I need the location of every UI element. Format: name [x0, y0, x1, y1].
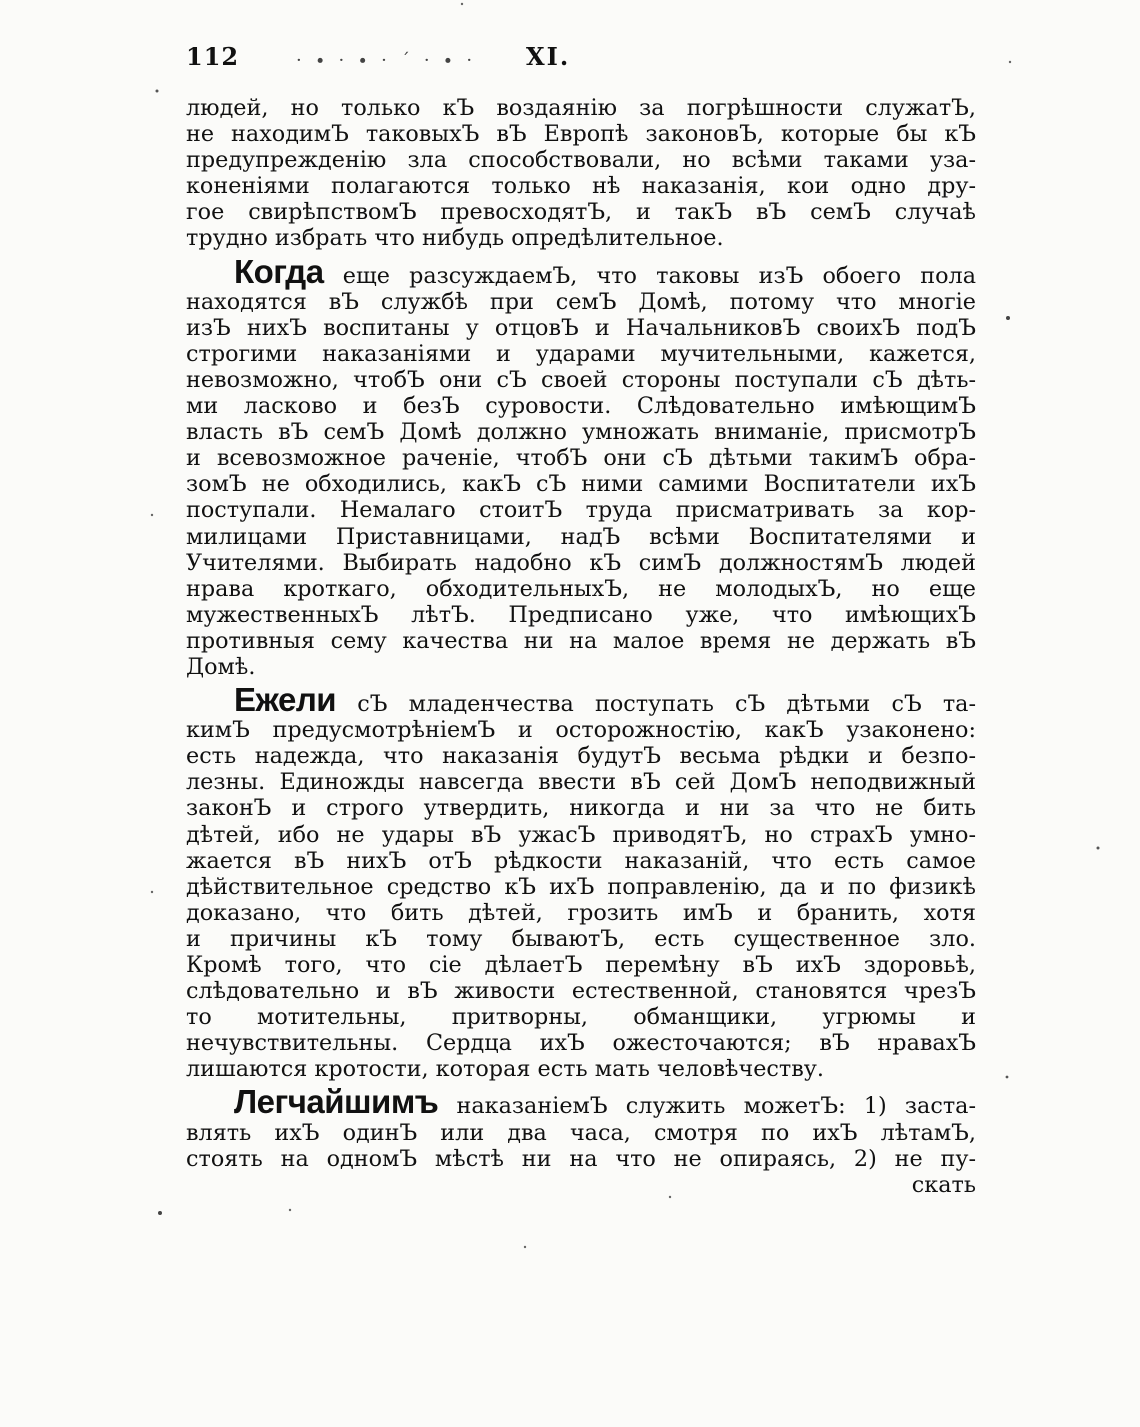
text-line: стоять на одномЪ мѣстѣ ни на что не опираясь, 2) не пу-: [186, 1145, 976, 1172]
text-line: есть надежда, что наказанія будутЪ весьма рѣдки и безпо-: [186, 743, 976, 770]
text-line: дѣтей, ибо не удары вЪ ужасЪ приводятЪ, но страхЪ умно-: [186, 821, 976, 848]
text-line: влять ихЪ одинЪ или два часа, смотря по ихЪ лѣтамЪ,: [186, 1119, 976, 1146]
text-line: предупрежденію зла способствовали, но всѣми таками уза-: [186, 147, 976, 174]
text-line: кимЪ предусмотрѣніемЪ и осторожностію, какЪ узаконено:: [186, 717, 976, 744]
text-line: находятся вЪ службѣ при семЪ Домѣ, потому что многіе: [186, 288, 976, 315]
text-line: [186, 681, 976, 719]
text-line: людей, но только кЪ воздаянію за погрѣшности служатЪ,: [186, 95, 976, 121]
page-number: 112: [186, 42, 240, 71]
text-line: мужественныхЪ лѣтЪ. Предписано уже, что имѣющихЪ: [186, 601, 976, 628]
text-line-rest: еще разсуждаемЪ, что таковы изЪ обоего пола: [342, 262, 976, 289]
paragraph-4: [186, 1083, 976, 1198]
header-ornament-dots: ·∙·∙·´·∙·: [296, 50, 487, 71]
text-line: жается вЪ нихЪ отЪ рѣдкости наказаній, что есть самое: [186, 847, 976, 874]
text-line: Домѣ.: [186, 653, 256, 680]
text-line: и причины кЪ тому бываютЪ, есть существенное зло.: [186, 925, 976, 952]
text-line: [186, 252, 976, 290]
text-line: лишаются кротости, которая есть мать человѣчеству.: [186, 1056, 825, 1083]
chapter-number: XI.: [526, 42, 571, 71]
text-line: [186, 1083, 976, 1121]
text-line: дѣйствительное средство кЪ ихЪ поправленію, да и по физикѣ: [186, 873, 976, 900]
text-line: ми ласково и безЪ суровости. Слѣдовательно имѣющимЪ: [186, 393, 976, 420]
text-line: строгими наказаніями и ударами мучительными, кажется,: [186, 340, 976, 367]
text-line: не находимЪ таковыхЪ вЪ Европѣ законовЪ, которые бы кЪ: [186, 121, 976, 148]
text-line-rest: сЪ младенчества поступать сЪ дѣтьми сЪ та-: [357, 691, 976, 718]
text-line: Учителями. Выбирать надобно кЪ симЪ должностямЪ людей: [186, 549, 976, 576]
paragraph-lead-word: Ежели: [234, 681, 337, 719]
paragraph-lead-word: Когда: [234, 252, 324, 290]
text-line: законЪ и строго утвердить, никогда и ни за что не бить: [186, 795, 976, 822]
text-line: Кромѣ того, что сіе дѣлаетЪ перемѣну вЪ ихЪ здоровьѣ,: [186, 952, 976, 978]
text-line: милицами Приставницами, надЪ всѣми Воспитателями и: [186, 523, 976, 550]
text-line-rest: наказаніемЪ служить можетЪ: 1) заста-: [456, 1093, 976, 1120]
text-line: противныя сему качества ни на малое время не держать вЪ: [186, 627, 976, 654]
body-text: [186, 95, 976, 1205]
text-line: зомЪ не обходились, какЪ сЪ ними самими Воспитатели ихЪ: [186, 471, 976, 498]
text-line: трудно избрать что нибудь опредѣлительное.: [186, 225, 724, 252]
text-line: нечувствительны. Сердца ихЪ ожесточаются; вЪ нравахЪ: [186, 1030, 976, 1057]
text-line: лезны. Единожды навсегда ввести вЪ сей ДомЪ неподвижный: [186, 769, 976, 796]
page-header: [186, 42, 986, 78]
text-line: коненіями полагаются только нѣ наказанія, кои одно дру-: [186, 173, 976, 200]
text-line: гое свирѣпствомЪ превосходятЪ, и такЪ вЪ семЪ случаѣ: [186, 199, 976, 226]
text-line: слѣдовательно и вЪ живости естественной, становятся чрезЪ: [186, 978, 976, 1005]
paragraph-2: [186, 252, 976, 681]
text-line: то мотительны, притворны, обманщики, угрюмы и: [186, 1004, 976, 1031]
text-line: доказано, что бить дѣтей, грозить имЪ и бранить, хотя: [186, 899, 976, 926]
text-line: поступали. Немалаго стоитЪ труда присматривать за кор-: [186, 497, 976, 524]
paragraph-lead-word: Легчайшимъ: [234, 1083, 439, 1121]
text-line: изЪ нихЪ воспитаны у отцовЪ и НачальниковЪ своихЪ подЪ: [186, 314, 976, 341]
text-line: невозможно, чтобЪ они сЪ своей стороны поступали сЪ дѣть-: [186, 366, 976, 393]
text-line: и всевозможное раченіе, чтобЪ они сЪ дѣтьми такимЪ обра-: [186, 445, 976, 472]
paragraph-3: [186, 681, 976, 1083]
catchword: скать: [911, 1171, 976, 1198]
text-line: власть вЪ семЪ Домѣ должно умножать вниманіе, присмотрЪ: [186, 419, 976, 446]
paragraph-1: [186, 95, 976, 252]
text-line: нрава кроткаго, обходительныхЪ, не молодыхЪ, но еще: [186, 575, 976, 602]
